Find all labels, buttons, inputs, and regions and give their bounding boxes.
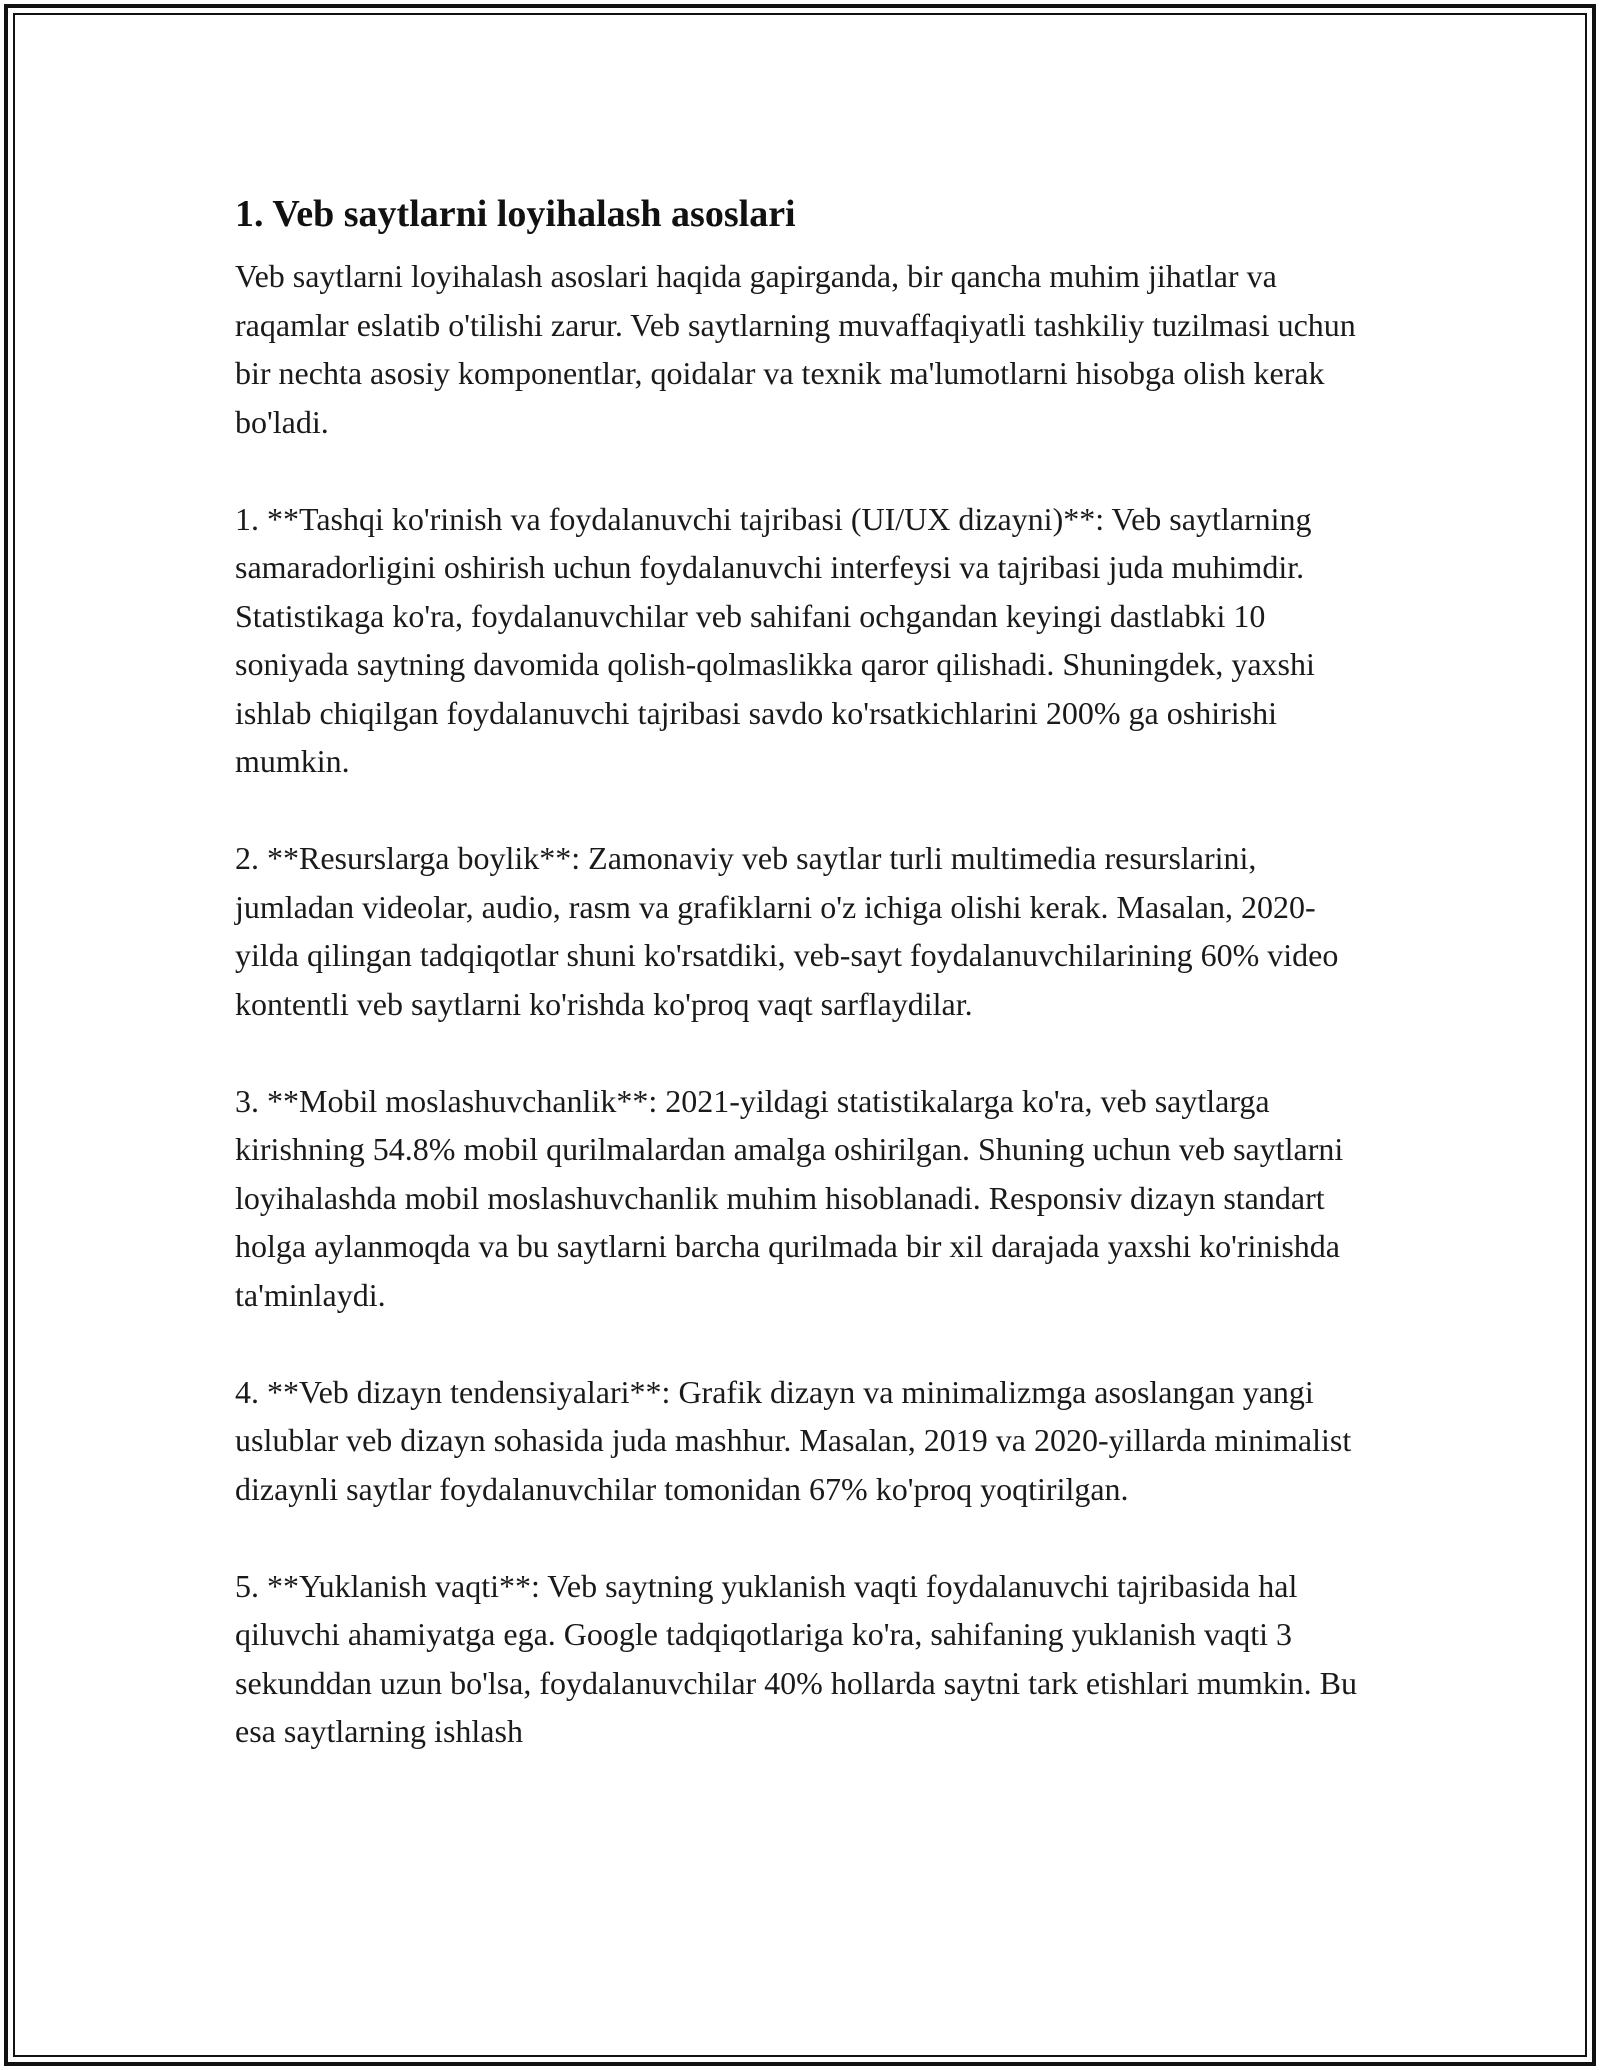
document-body xyxy=(235,182,1365,1756)
point-ui-ux-paragraph: 1. **Tashqi ko'rinish va foydalanuvchi tajribasi (UI/UX dizayni)**: Veb saytlarning samaradorligini oshirish uchun foydalanuvchi interfeysi va tajribasi juda muhimdir. Statistikaga ko'ra, foydalanuvchilar veb sahifani ochgandan keyingi dastlabki 10 soniyada saytning davomida qolish-qolmaslikka qaror qilishadi. Shuningdek, yaxshi ishlab chiqilgan foydalanuvchi tajribasi savdo ko'rsatkichlarini 200% ga oshirishi mumkin. xyxy=(235,500,1315,779)
intro-paragraph: Veb saytlarni loyihalash asoslari haqida gapirganda, bir qancha muhim jihatlar va raqamlar eslatib o'tilishi zarur. Veb saytlarning muvaffaqiyatli tashkiliy tuzilmasi uchun bir nechta asosiy komponentlar, qoidalar va texnik ma'lumotlarni hisobga olish kerak bo'ladi. xyxy=(235,258,1356,440)
point-resources-paragraph: 2. **Resurslarga boylik**: Zamonaviy veb saytlar turli multimedia resurslarini, jumladan videolar, audio, rasm va grafiklarni o'z ichiga olishi kerak. Masalan, 2020-yilda qilingan tadqiqotlar shuni ko'rsatdiki, veb-sayt foydalanuvchilarining 60% video kontentli veb saytlarni ko'rishda ko'proq vaqt sarflaydilar. xyxy=(235,840,1339,1022)
point-load-time-paragraph: 5. **Yuklanish vaqti**: Veb saytning yuklanish vaqti foydalanuvchi tajribasida hal qiluvchi ahamiyatga ega. Google tadqiqotlariga ko'ra, sahifaning yuklanish vaqti 3 sekunddan uzun bo'lsa, foydalanuvchilar 40% hollarda saytni tark etishlari mumkin. Bu esa saytlarning ishlash xyxy=(235,1567,1357,1749)
point-mobile-paragraph: 3. **Mobil moslashuvchanlik**: 2021-yildagi statistikalarga ko'ra, veb saytlarga kirishning 54.8% mobil qurilmalardan amalga oshirilgan. Shuning uchun veb saytlarni loyihalashda mobil moslashuvchanlik muhim hisoblanadi. Responsiv dizayn standart holga aylanmoqda va bu saytlarni barcha qurilmada bir xil darajada yaxshi ko'rinishda ta'minlaydi. xyxy=(235,1082,1344,1313)
point-design-trends-paragraph: 4. **Veb dizayn tendensiyalari**: Grafik dizayn va minimalizmga asoslangan yangi uslublar veb dizayn sohasida juda mashhur. Masalan, 2019 va 2020-yillarda minimalist dizaynli saytlar foydalanuvchilar tomonidan 67% ko'proq yoqtirilgan. xyxy=(235,1373,1352,1507)
section-heading: 1. Veb saytlarni loyihalash asoslari xyxy=(235,193,796,235)
